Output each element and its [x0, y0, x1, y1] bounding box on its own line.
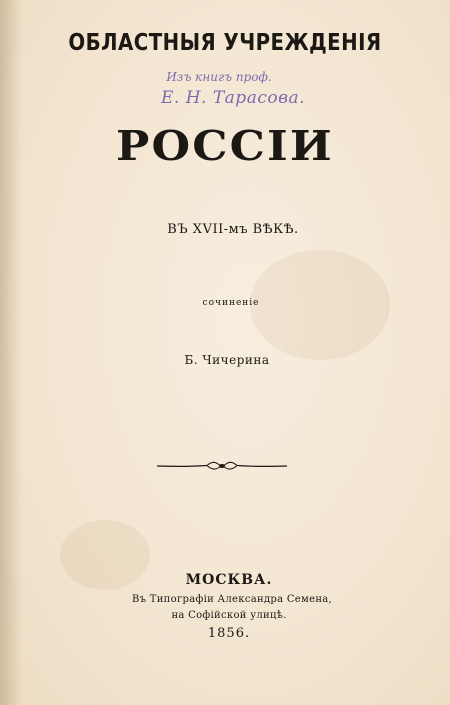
- book-title-top: ОБЛАСТНЫЯ УЧРЕЖДЕНІЯ: [68, 30, 382, 56]
- library-stamp-line2: Е. Н. Тарасова.: [160, 88, 306, 108]
- imprint-press: Въ Типографіи Александра Семена,: [131, 594, 333, 605]
- library-stamp-line1: Изъ книгъ проф.: [166, 70, 272, 84]
- work-label: сочиненіе: [202, 298, 260, 308]
- book-title-main: РОССІИ: [116, 122, 334, 170]
- ornament-divider: [155, 458, 289, 474]
- imprint-year: 1856.: [207, 626, 251, 641]
- imprint-city: МОСКВА.: [185, 572, 273, 588]
- author-name: Б. Чичерина: [184, 353, 270, 367]
- book-subtitle: ВЪ XVII-мъ ВѢКѢ.: [167, 222, 299, 237]
- imprint-street: на Софійской улицѣ.: [171, 610, 287, 621]
